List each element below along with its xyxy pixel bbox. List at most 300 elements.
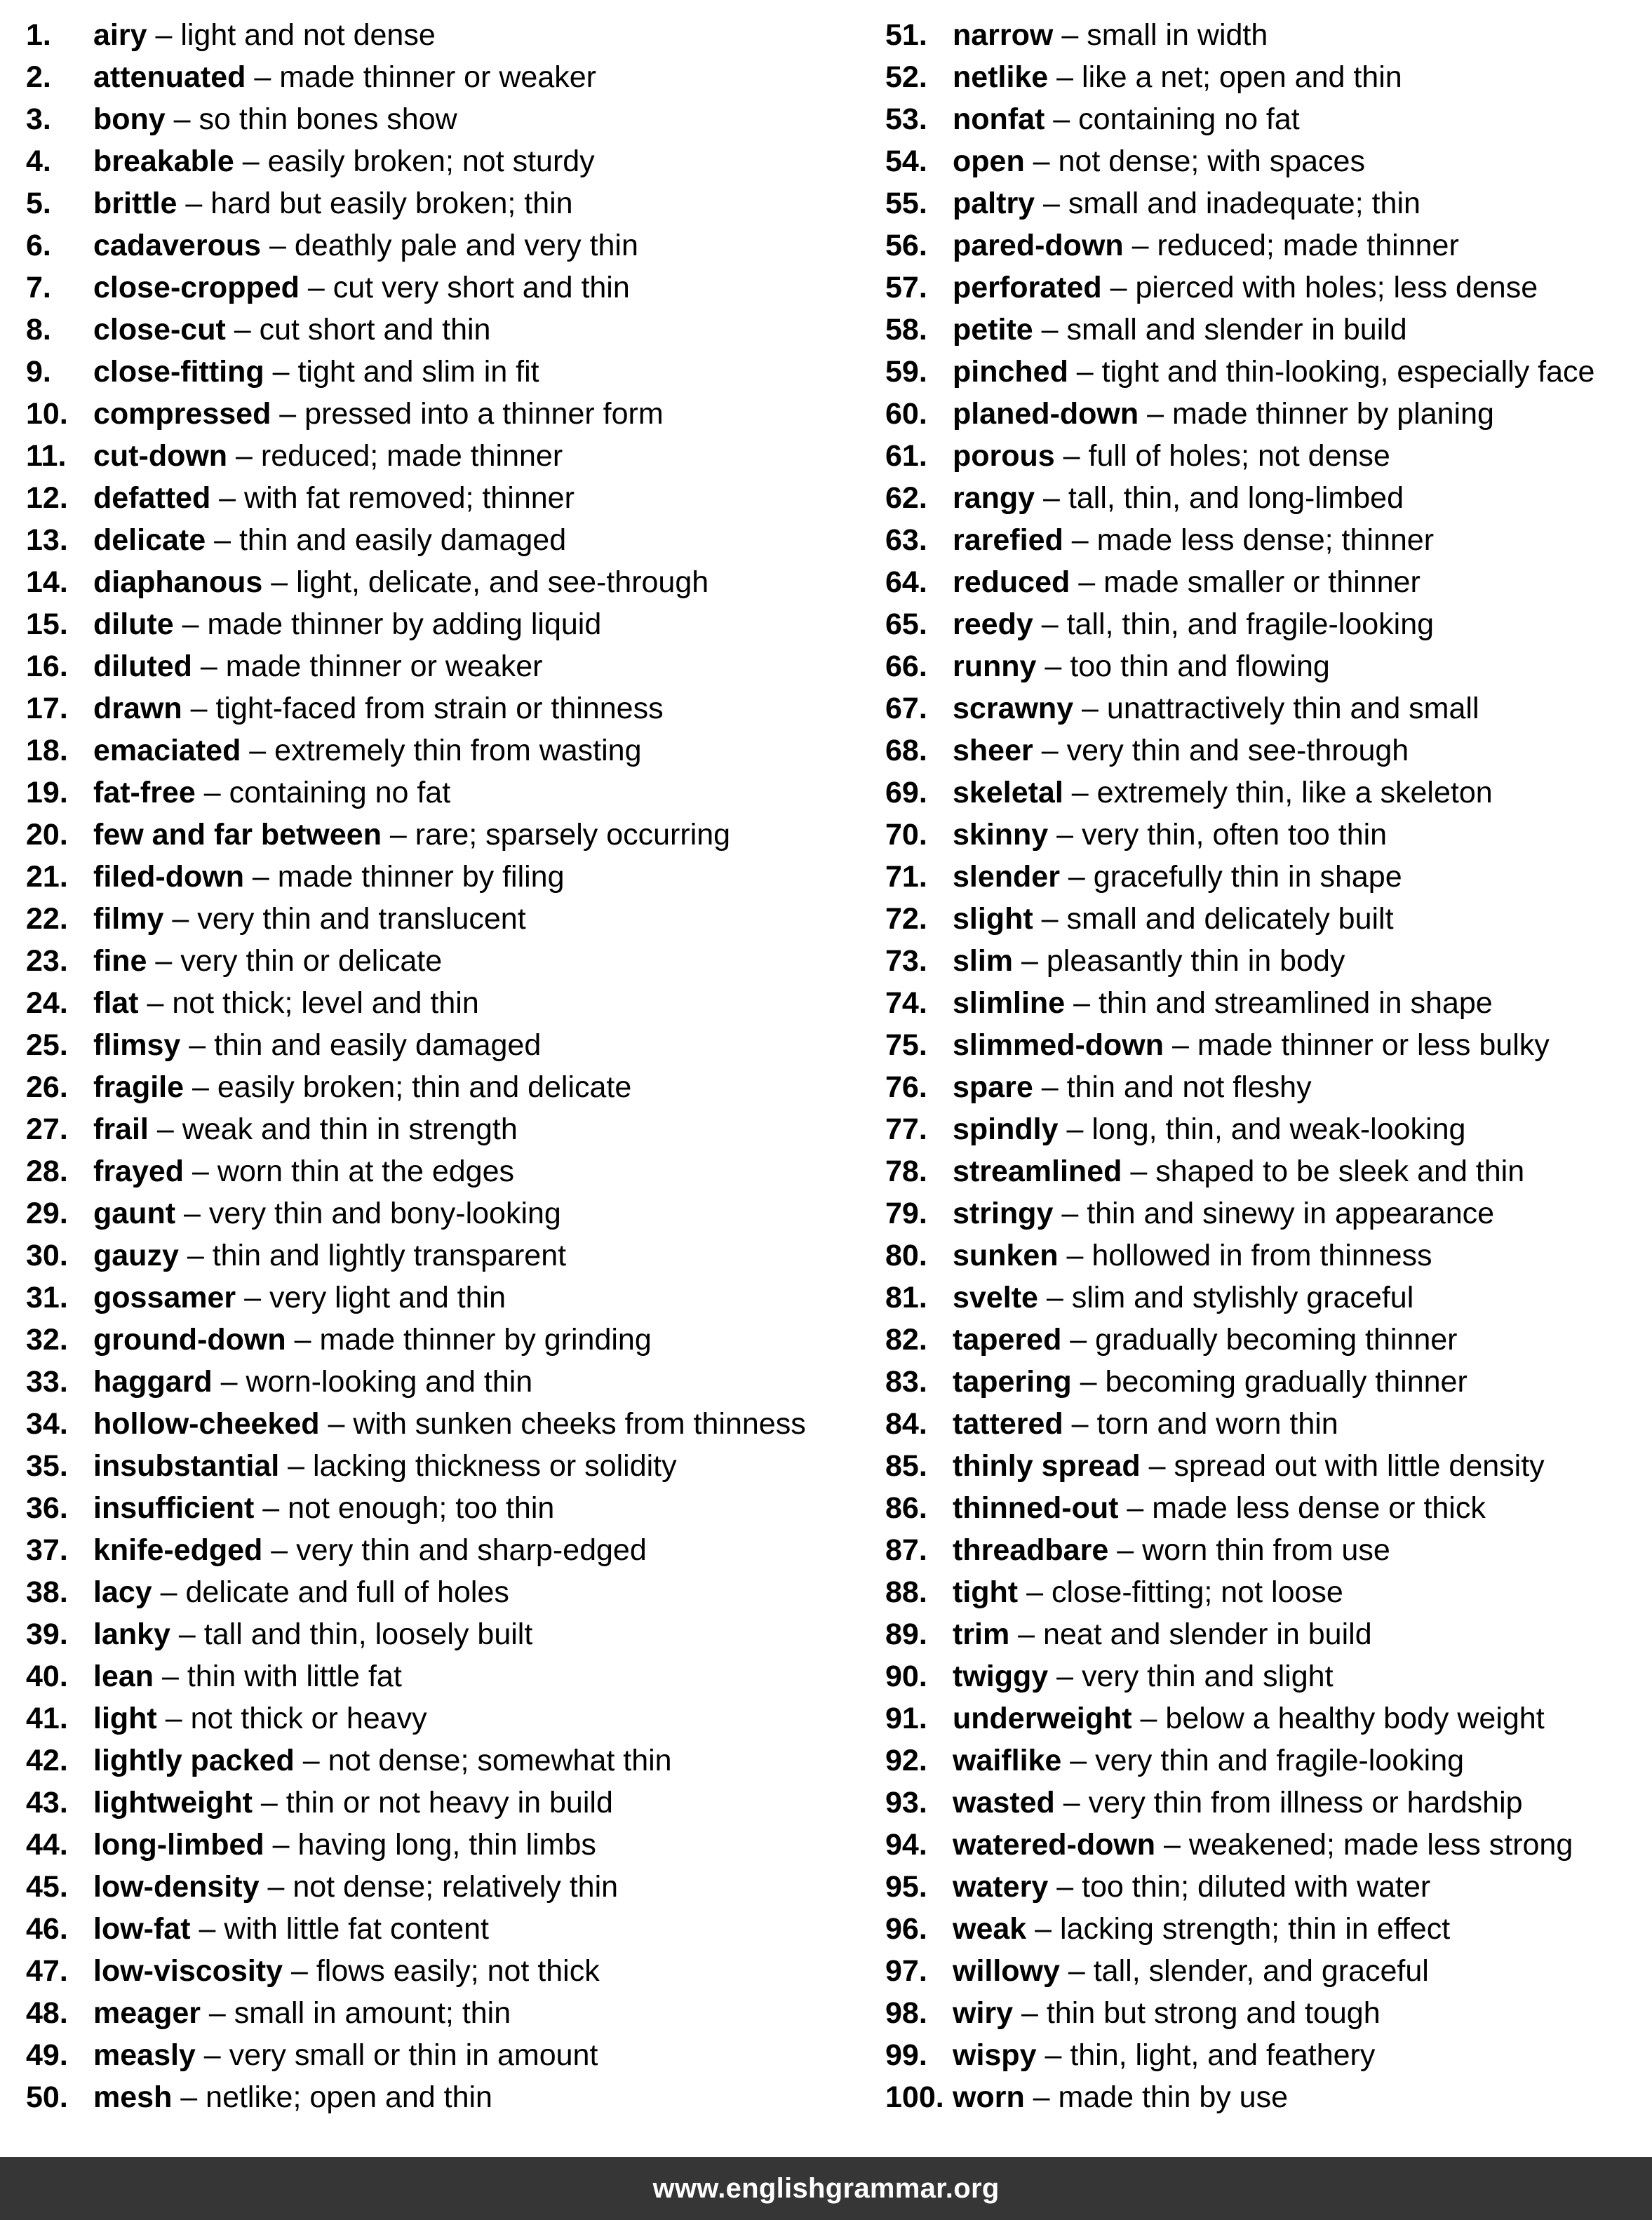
- item-number: 36.: [26, 1491, 68, 1525]
- item-separator: –: [1026, 1912, 1061, 1946]
- item-number: 47.: [26, 1954, 68, 1988]
- item-number: 54.: [885, 144, 927, 178]
- item-body: [953, 1403, 1338, 1445]
- item-separator: –: [1139, 397, 1172, 431]
- item-definition: reduced; made thinner: [1157, 229, 1459, 262]
- item-body: [953, 1024, 1550, 1066]
- item-body: [93, 982, 479, 1024]
- item-number: 38.: [26, 1575, 68, 1609]
- item-definition: shaped to be sleek and thin: [1155, 1155, 1525, 1188]
- item-number: 21.: [26, 860, 68, 894]
- item-definition: deathly pale and very thin: [294, 229, 638, 262]
- item-body: [953, 729, 1409, 772]
- item-body: [953, 645, 1330, 687]
- item-number: 2.: [26, 60, 51, 94]
- item-body: [953, 603, 1434, 645]
- item-separator: –: [261, 229, 295, 262]
- item-term: slight: [953, 902, 1033, 936]
- item-definition: delicate and full of holes: [185, 1575, 509, 1609]
- item-number: 69.: [885, 776, 927, 809]
- item-definition: thin with little fat: [187, 1660, 402, 1693]
- item-separator: –: [195, 776, 229, 809]
- item-term: mesh: [93, 2080, 173, 2114]
- item-term: streamlined: [953, 1155, 1122, 1188]
- item-body: [93, 1024, 541, 1066]
- item-definition: slim and stylishly graceful: [1071, 1281, 1414, 1314]
- item-definition: thin and easily damaged: [214, 1028, 542, 1062]
- item-body: [93, 224, 638, 267]
- item-term: lightweight: [93, 1786, 253, 1819]
- item-body: [953, 182, 1421, 224]
- item-term: rangy: [953, 481, 1035, 515]
- item-term: fat-free: [93, 776, 196, 809]
- item-separator: –: [262, 565, 297, 599]
- item-definition: pierced with holes; less dense: [1135, 271, 1538, 304]
- item-separator: –: [1009, 1617, 1044, 1651]
- item-separator: –: [184, 1070, 217, 1104]
- item-body: [93, 309, 490, 351]
- item-body: [953, 1066, 1312, 1108]
- item-body: [953, 435, 1390, 477]
- item-definition: very thin and slight: [1081, 1660, 1334, 1693]
- item-term: lacy: [93, 1575, 152, 1609]
- item-definition: tall and thin, loosely built: [203, 1617, 533, 1651]
- item-term: tight: [953, 1575, 1019, 1609]
- item-definition: thin and sinewy in appearance: [1087, 1197, 1495, 1230]
- item-separator: –: [154, 1660, 187, 1693]
- item-body: [93, 1697, 427, 1740]
- item-definition: worn thin from use: [1142, 1533, 1390, 1567]
- item-body: [953, 687, 1479, 729]
- item-body: [93, 1108, 518, 1150]
- item-number: 58.: [885, 313, 927, 347]
- item-term: lean: [93, 1660, 154, 1693]
- item-definition: cut short and thin: [259, 313, 491, 347]
- footer-bar: [0, 2157, 1652, 2220]
- item-term: measly: [93, 2038, 196, 2072]
- item-body: [953, 1571, 1343, 1613]
- item-separator: –: [1045, 102, 1079, 136]
- item-body: [93, 898, 526, 940]
- item-term: brittle: [93, 187, 177, 220]
- item-body: [93, 140, 595, 182]
- item-term: sunken: [953, 1239, 1059, 1272]
- item-definition: thin and easily damaged: [239, 523, 567, 557]
- item-term: open: [953, 144, 1025, 178]
- item-term: gossamer: [93, 1281, 236, 1314]
- item-separator: –: [156, 1702, 191, 1735]
- item-number: 81.: [885, 1281, 927, 1314]
- item-term: drawn: [93, 692, 182, 725]
- item-term: perforated: [953, 271, 1102, 304]
- item-body: [953, 1613, 1372, 1655]
- item-definition: below a healthy body weight: [1165, 1702, 1545, 1735]
- item-definition: made thinner or less bulky: [1197, 1028, 1550, 1062]
- item-number: 70.: [885, 818, 927, 852]
- item-number: 28.: [26, 1155, 68, 1188]
- item-number: 99.: [885, 2038, 927, 2072]
- item-separator: –: [1048, 1870, 1082, 1904]
- item-number: 84.: [885, 1407, 927, 1441]
- item-term: haggard: [93, 1365, 213, 1399]
- item-definition: thin and lightly transparent: [212, 1239, 567, 1272]
- item-separator: –: [1063, 776, 1097, 809]
- item-number: 85.: [885, 1449, 927, 1483]
- item-separator: –: [172, 2080, 206, 2114]
- item-definition: small and delicately built: [1066, 902, 1394, 936]
- item-body: [93, 1740, 672, 1782]
- item-definition: thin, light, and feathery: [1070, 2038, 1376, 2072]
- item-term: flimsy: [93, 1028, 181, 1062]
- item-definition: lacking thickness or solidity: [313, 1449, 677, 1483]
- item-separator: –: [147, 944, 181, 978]
- item-term: fragile: [93, 1070, 184, 1104]
- item-number: 87.: [885, 1533, 927, 1567]
- item-term: insufficient: [93, 1491, 255, 1525]
- item-number: 17.: [26, 692, 68, 725]
- item-separator: –: [252, 1786, 286, 1819]
- item-term: stringy: [953, 1197, 1054, 1230]
- item-definition: weakened; made less strong: [1188, 1828, 1573, 1862]
- item-separator: –: [234, 144, 268, 178]
- item-definition: thin and not fleshy: [1066, 1070, 1312, 1104]
- item-separator: –: [178, 1239, 213, 1272]
- item-separator: –: [1140, 1449, 1174, 1483]
- item-number: 27.: [26, 1112, 68, 1146]
- item-term: paltry: [953, 187, 1035, 220]
- item-body: [953, 393, 1494, 435]
- item-body: [93, 1908, 489, 1950]
- item-number: 95.: [885, 1870, 927, 1904]
- item-separator: –: [1018, 1575, 1052, 1609]
- item-separator: –: [1053, 1197, 1087, 1230]
- item-body: [953, 1108, 1465, 1150]
- item-number: 33.: [26, 1365, 68, 1399]
- item-definition: spread out with little density: [1174, 1449, 1545, 1483]
- item-definition: torn and worn thin: [1096, 1407, 1338, 1441]
- item-number: 75.: [885, 1028, 927, 1062]
- item-body: [953, 140, 1365, 182]
- item-number: 82.: [885, 1323, 927, 1357]
- item-definition: not enough; too thin: [288, 1491, 555, 1525]
- item-body: [93, 1150, 514, 1192]
- item-separator: –: [241, 734, 275, 767]
- item-separator: –: [152, 1575, 186, 1609]
- footer-website-link[interactable]: www.englishgrammar.org: [652, 2172, 1000, 2204]
- item-body: [93, 1361, 532, 1403]
- item-term: flat: [93, 986, 139, 1020]
- item-term: skinny: [953, 818, 1049, 852]
- item-separator: –: [1036, 650, 1070, 683]
- item-separator: –: [1033, 313, 1067, 347]
- item-definition: very thin and sharp-edged: [296, 1533, 647, 1567]
- item-number: 24.: [26, 986, 68, 1020]
- item-definition: with little fat content: [224, 1912, 489, 1946]
- item-separator: –: [1024, 2080, 1059, 2114]
- item-body: [93, 603, 601, 645]
- item-term: weak: [953, 1912, 1027, 1946]
- item-definition: very light and thin: [269, 1281, 506, 1314]
- item-body: [953, 1697, 1545, 1740]
- item-body: [953, 2034, 1375, 2076]
- item-number: 12.: [26, 481, 68, 515]
- item-body: [953, 1277, 1413, 1319]
- item-separator: –: [195, 2038, 229, 2072]
- item-term: reedy: [953, 607, 1033, 641]
- item-term: threadbare: [953, 1533, 1109, 1567]
- item-body: [953, 940, 1345, 982]
- item-separator: –: [381, 818, 415, 852]
- item-number: 31.: [26, 1281, 68, 1314]
- item-term: gaunt: [93, 1197, 176, 1230]
- item-separator: –: [1071, 1365, 1106, 1399]
- item-term: porous: [953, 439, 1055, 473]
- item-body: [93, 2034, 598, 2076]
- item-definition: not thick or heavy: [190, 1702, 427, 1735]
- item-separator: –: [254, 1491, 288, 1525]
- item-term: watery: [953, 1870, 1049, 1904]
- item-term: planed-down: [953, 397, 1139, 431]
- item-definition: very thin or delicate: [180, 944, 443, 978]
- item-separator: –: [1164, 1028, 1197, 1062]
- item-definition: netlike; open and thin: [206, 2080, 492, 2114]
- item-number: 22.: [26, 902, 68, 936]
- item-separator: –: [170, 1617, 204, 1651]
- item-separator: –: [1033, 1070, 1067, 1104]
- item-definition: so thin bones show: [199, 102, 457, 136]
- item-definition: lacking strength; thin in effect: [1060, 1912, 1451, 1946]
- item-separator: –: [1013, 944, 1047, 978]
- item-definition: made thinner or weaker: [279, 60, 596, 94]
- item-number: 89.: [885, 1617, 927, 1651]
- item-number: 5.: [26, 187, 51, 220]
- item-body: [953, 1740, 1464, 1782]
- item-separator: –: [1108, 1533, 1143, 1567]
- item-body: [93, 856, 565, 898]
- item-definition: pressed into a thinner form: [304, 397, 664, 431]
- item-body: [953, 1361, 1468, 1403]
- item-number: 37.: [26, 1533, 68, 1567]
- item-separator: –: [173, 607, 208, 641]
- item-definition: tight-faced from strain or thinness: [215, 692, 664, 725]
- item-term: wiry: [953, 1996, 1014, 2030]
- item-number: 62.: [885, 481, 927, 515]
- item-separator: –: [148, 1112, 182, 1146]
- item-definition: small in width: [1087, 18, 1268, 52]
- item-term: meager: [93, 1996, 201, 2030]
- item-body: [93, 1613, 532, 1655]
- item-definition: flows easily; not thick: [316, 1954, 600, 1988]
- item-number: 98.: [885, 1996, 927, 2030]
- item-number: 29.: [26, 1197, 68, 1230]
- item-term: defatted: [93, 481, 211, 515]
- item-body: [953, 1487, 1486, 1529]
- item-separator: –: [1063, 523, 1097, 557]
- item-number: 39.: [26, 1617, 68, 1651]
- item-separator: –: [1053, 18, 1087, 52]
- item-body: [93, 1866, 618, 1908]
- item-number: 78.: [885, 1155, 927, 1188]
- item-separator: –: [147, 18, 181, 52]
- item-body: [953, 1824, 1573, 1866]
- item-definition: made smaller or thinner: [1103, 565, 1421, 599]
- item-body: [953, 1908, 1450, 1950]
- item-definition: neat and slender in build: [1043, 1617, 1372, 1651]
- item-term: tattered: [953, 1407, 1063, 1441]
- item-definition: with fat removed; thinner: [244, 481, 575, 515]
- item-number: 34.: [26, 1407, 68, 1441]
- item-number: 100.: [885, 2080, 944, 2114]
- item-body: [953, 224, 1459, 267]
- item-separator: –: [1068, 355, 1102, 389]
- item-number: 71.: [885, 860, 927, 894]
- item-term: rarefied: [953, 523, 1063, 557]
- item-body: [93, 772, 450, 814]
- item-definition: very small or thin in amount: [229, 2038, 598, 2072]
- item-number: 35.: [26, 1449, 68, 1483]
- item-number: 25.: [26, 1028, 68, 1062]
- item-term: filmy: [93, 902, 164, 936]
- item-definition: worn thin at the edges: [217, 1155, 515, 1188]
- item-number: 40.: [26, 1660, 68, 1693]
- item-separator: –: [264, 1828, 298, 1862]
- item-term: spare: [953, 1070, 1033, 1104]
- item-body: [953, 1319, 1457, 1361]
- item-term: scrawny: [953, 692, 1074, 725]
- item-term: emaciated: [93, 734, 241, 767]
- item-body: [953, 982, 1493, 1024]
- item-term: few and far between: [93, 818, 382, 852]
- item-term: diluted: [93, 650, 192, 683]
- item-number: 7.: [26, 271, 51, 304]
- item-number: 55.: [885, 187, 927, 220]
- item-body: [93, 351, 539, 393]
- item-separator: –: [1035, 187, 1068, 220]
- item-separator: –: [236, 1281, 269, 1314]
- item-term: netlike: [953, 60, 1049, 94]
- item-term: skeletal: [953, 776, 1063, 809]
- item-definition: made thinner or weaker: [225, 650, 543, 683]
- item-number: 96.: [885, 1912, 927, 1946]
- item-term: frail: [93, 1112, 149, 1146]
- item-body: [93, 435, 563, 477]
- item-separator: –: [1073, 692, 1107, 725]
- item-term: trim: [953, 1617, 1010, 1651]
- item-separator: –: [1058, 1112, 1092, 1146]
- item-body: [953, 1445, 1545, 1487]
- item-separator: –: [184, 1155, 217, 1188]
- item-body: [93, 645, 542, 687]
- item-definition: tight and thin-looking, especially face: [1101, 355, 1595, 389]
- item-number: 44.: [26, 1828, 68, 1862]
- item-separator: –: [286, 1323, 320, 1357]
- item-term: filed-down: [93, 860, 244, 894]
- item-definition: made thinner by grinding: [319, 1323, 652, 1357]
- item-term: insubstantial: [93, 1449, 280, 1483]
- item-separator: –: [182, 692, 216, 725]
- item-term: lanky: [93, 1617, 170, 1651]
- item-definition: tight and slim in fit: [297, 355, 539, 389]
- item-number: 63.: [885, 523, 927, 557]
- item-separator: –: [1048, 60, 1082, 94]
- item-term: close-cropped: [93, 271, 300, 304]
- item-number: 14.: [26, 565, 68, 599]
- item-body: [953, 561, 1421, 603]
- item-term: twiggy: [953, 1660, 1049, 1693]
- item-body: [953, 1235, 1432, 1277]
- item-number: 41.: [26, 1702, 68, 1735]
- item-separator: –: [177, 187, 211, 220]
- item-body: [953, 56, 1402, 98]
- item-number: 11.: [26, 439, 67, 473]
- item-term: ground-down: [93, 1323, 286, 1357]
- item-separator: –: [1013, 1996, 1047, 2030]
- item-term: nonfat: [953, 102, 1045, 136]
- item-term: thinned-out: [953, 1491, 1119, 1525]
- item-number: 83.: [885, 1365, 927, 1399]
- item-number: 88.: [885, 1575, 927, 1609]
- item-number: 48.: [26, 1996, 68, 2030]
- item-term: pinched: [953, 355, 1068, 389]
- item-separator: –: [299, 271, 333, 304]
- item-separator: –: [279, 1449, 314, 1483]
- item-term: svelte: [953, 1281, 1038, 1314]
- item-separator: –: [163, 902, 198, 936]
- item-term: cadaverous: [93, 229, 262, 262]
- item-separator: –: [1035, 481, 1068, 515]
- item-separator: –: [1037, 1281, 1072, 1314]
- item-body: [93, 687, 664, 729]
- item-separator: –: [243, 860, 278, 894]
- item-definition: like a net; open and thin: [1082, 60, 1402, 94]
- item-body: [93, 519, 566, 561]
- item-number: 9.: [26, 355, 51, 389]
- item-separator: –: [212, 1365, 246, 1399]
- item-body: [93, 814, 730, 856]
- item-number: 67.: [885, 692, 927, 725]
- item-body: [93, 2076, 492, 2118]
- item-term: pared-down: [953, 229, 1124, 262]
- item-definition: worn-looking and thin: [246, 1365, 533, 1399]
- item-term: attenuated: [93, 60, 246, 94]
- item-term: low-fat: [93, 1912, 191, 1946]
- item-definition: rare; sparsely occurring: [415, 818, 731, 852]
- item-separator: –: [1033, 734, 1067, 767]
- item-body: [93, 1445, 677, 1487]
- item-definition: pleasantly thin in body: [1046, 944, 1345, 978]
- item-number: 32.: [26, 1323, 68, 1357]
- item-body: [953, 1866, 1430, 1908]
- item-term: underweight: [953, 1702, 1132, 1735]
- item-term: close-cut: [93, 313, 226, 347]
- item-separator: –: [175, 1197, 209, 1230]
- item-body: [953, 477, 1404, 519]
- item-body: [953, 1150, 1524, 1192]
- item-definition: tall, thin, and long-limbed: [1068, 481, 1404, 515]
- item-term: worn: [953, 2080, 1025, 2114]
- item-definition: containing no fat: [1078, 102, 1300, 136]
- item-separator: –: [1061, 1744, 1096, 1777]
- item-body: [953, 772, 1493, 814]
- item-definition: long, thin, and weak-looking: [1092, 1112, 1466, 1146]
- item-separator: –: [1061, 1323, 1096, 1357]
- item-term: frayed: [93, 1155, 184, 1188]
- item-term: wispy: [953, 2038, 1037, 2072]
- item-definition: easily broken; not sturdy: [267, 144, 595, 178]
- item-separator: –: [1070, 565, 1104, 599]
- item-body: [953, 98, 1300, 140]
- item-number: 42.: [26, 1744, 68, 1777]
